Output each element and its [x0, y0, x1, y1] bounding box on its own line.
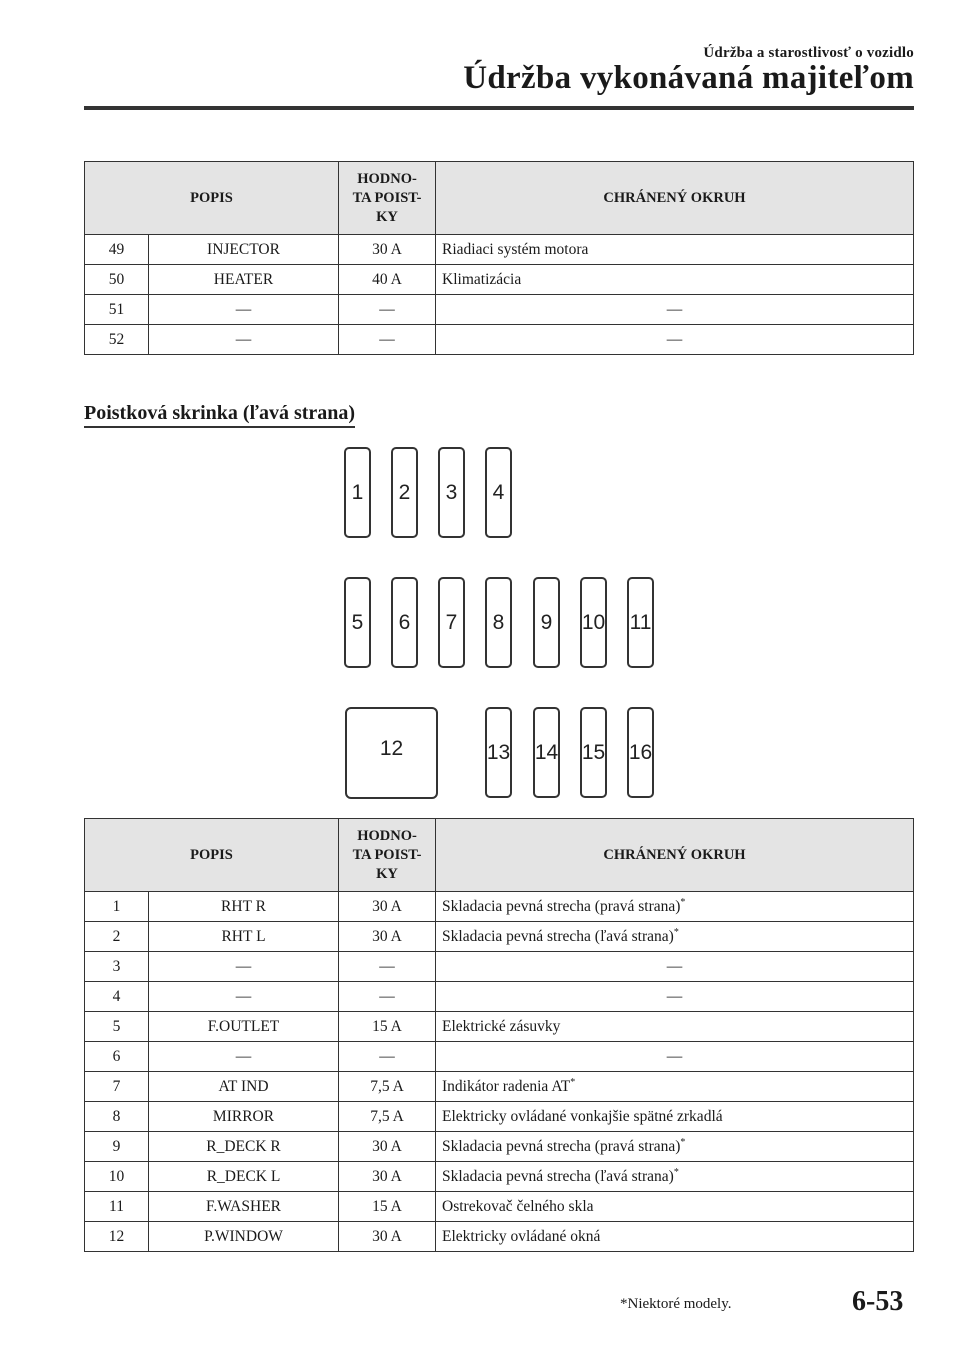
- fuse-label: 9: [540, 610, 553, 634]
- col-header-hodnota-2: TA POIST-: [352, 189, 422, 206]
- fuse-10: [580, 577, 607, 668]
- page-number: 6-53: [852, 1286, 904, 1317]
- cell-description: [149, 325, 339, 355]
- cell-circuit: [436, 295, 914, 325]
- col-header-popis: POPIS: [85, 819, 339, 892]
- cell-circuit-text: —: [666, 300, 683, 318]
- col-header-hodnota-1: HODNO-: [357, 170, 417, 187]
- cell-rating: [339, 325, 436, 355]
- cell-rating-text: —: [379, 330, 395, 348]
- page-title: Údržba vykonávaná majiteľom: [463, 60, 914, 96]
- cell-number: [85, 1132, 149, 1162]
- cell-circuit: [436, 1132, 914, 1162]
- cell-rating: [339, 1192, 436, 1222]
- table-row: [85, 1192, 914, 1222]
- table-header: [85, 819, 914, 892]
- cell-circuit: [436, 1162, 914, 1192]
- cell-number-text: 8: [112, 1107, 121, 1125]
- cell-rating: [339, 1162, 436, 1192]
- cell-description-text: RHT L: [221, 927, 266, 945]
- cell-number: [85, 325, 149, 355]
- cell-rating: [339, 922, 436, 952]
- cell-circuit: [436, 1192, 914, 1222]
- cell-description-text: F.OUTLET: [207, 1017, 280, 1035]
- header-rule: [84, 106, 914, 110]
- cell-rating: [339, 1222, 436, 1252]
- table-row: [85, 1042, 914, 1072]
- table-row: [85, 1132, 914, 1162]
- footnote-marker: *: [673, 926, 679, 938]
- cell-description: [149, 1102, 339, 1132]
- cell-number-text: 49: [108, 240, 125, 258]
- fuse-label: 3: [445, 480, 458, 504]
- cell-rating-text: 7,5 A: [370, 1107, 404, 1125]
- fuse-label: 11: [629, 610, 652, 634]
- cell-description-text: RHT R: [221, 897, 266, 915]
- cell-circuit: [436, 265, 914, 295]
- cell-description-text: R_DECK R: [206, 1137, 281, 1155]
- cell-description: [149, 1072, 339, 1102]
- col-header-hodnota-3: KY: [376, 208, 398, 225]
- fuse-label: 6: [398, 610, 411, 634]
- cell-rating: [339, 1072, 436, 1102]
- cell-circuit: [436, 1102, 914, 1132]
- cell-rating-text: 7,5 A: [370, 1077, 404, 1095]
- cell-circuit-text: Elektricky ovládané okná: [442, 1227, 601, 1245]
- footnote-marker: *: [570, 1076, 576, 1088]
- cell-number: [85, 922, 149, 952]
- col-header-hodnota-3: KY: [376, 865, 398, 882]
- cell-description-text: R_DECK L: [206, 1167, 281, 1185]
- cell-circuit: [436, 1072, 914, 1102]
- table-row: [85, 1072, 914, 1102]
- col-header-okruh: CHRÁNENÝ OKRUH: [436, 819, 914, 892]
- table-row: [85, 265, 914, 295]
- cell-description: [149, 295, 339, 325]
- cell-rating: [339, 235, 436, 265]
- cell-description: [149, 892, 339, 922]
- cell-description-text: F.WASHER: [206, 1197, 281, 1215]
- cell-number: [85, 1222, 149, 1252]
- table-row: [85, 325, 914, 355]
- fuse-15: [580, 707, 607, 798]
- fuse-label: 10: [581, 610, 606, 634]
- cell-description-text: HEATER: [213, 270, 274, 288]
- fuse-table-top: [84, 161, 914, 355]
- footnote: *Niektoré modely.: [620, 1296, 732, 1312]
- fuse-label: 13: [486, 740, 511, 764]
- cell-description-text: —: [235, 1047, 252, 1065]
- fuse-label: 8: [492, 610, 505, 634]
- table-row: [85, 235, 914, 265]
- cell-rating: [339, 295, 436, 325]
- cell-circuit-text: Skladacia pevná strecha (pravá strana): [442, 897, 681, 915]
- footnote-marker: *: [680, 896, 686, 908]
- cell-number: [85, 235, 149, 265]
- fuse-12: [345, 707, 438, 799]
- cell-number-text: 3: [112, 957, 121, 975]
- cell-description: [149, 982, 339, 1012]
- fuse-6: [391, 577, 418, 668]
- cell-number: [85, 1192, 149, 1222]
- cell-rating-text: 15 A: [372, 1197, 402, 1215]
- cell-description-text: MIRROR: [212, 1107, 275, 1125]
- fuse-16: [627, 707, 654, 798]
- cell-description-text: AT IND: [218, 1077, 269, 1095]
- cell-rating-text: —: [379, 957, 395, 975]
- fuse-3: [438, 447, 465, 538]
- cell-rating: [339, 892, 436, 922]
- cell-description: [149, 1162, 339, 1192]
- cell-circuit: [436, 1012, 914, 1042]
- cell-rating: [339, 1102, 436, 1132]
- cell-description-text: —: [235, 330, 252, 348]
- cell-rating: [339, 982, 436, 1012]
- cell-circuit-text: Skladacia pevná strecha (pravá strana): [442, 1137, 681, 1155]
- cell-number: [85, 1012, 149, 1042]
- cell-description: [149, 1222, 339, 1252]
- cell-circuit: [436, 1222, 914, 1252]
- cell-number: [85, 982, 149, 1012]
- cell-number: [85, 1042, 149, 1072]
- cell-number-text: 5: [112, 1017, 121, 1035]
- table-row: [85, 1102, 914, 1132]
- cell-number-text: 2: [112, 927, 121, 945]
- cell-circuit-text: Indikátor radenia AT: [442, 1077, 571, 1095]
- fuse-2: [391, 447, 418, 538]
- table-body: [85, 235, 914, 355]
- col-header-popis: POPIS: [85, 162, 339, 235]
- cell-description-text: P.WINDOW: [204, 1227, 283, 1245]
- table-header: [85, 162, 914, 235]
- table-row: [85, 982, 914, 1012]
- footnote-marker: *: [673, 1166, 679, 1178]
- cell-circuit-text: Skladacia pevná strecha (ľavá strana): [442, 927, 674, 945]
- fuse-7: [438, 577, 465, 668]
- cell-circuit-text: —: [666, 1047, 683, 1065]
- fuse-label: 7: [445, 610, 458, 634]
- cell-rating: [339, 1012, 436, 1042]
- cell-rating-text: —: [379, 987, 395, 1005]
- cell-circuit: [436, 325, 914, 355]
- cell-number: [85, 1102, 149, 1132]
- cell-circuit-text: Riadiaci systém motora: [442, 240, 589, 258]
- fuse-9: [533, 577, 560, 668]
- fuse-label: 2: [398, 480, 411, 504]
- table-row: [85, 922, 914, 952]
- cell-rating: [339, 1132, 436, 1162]
- fuse-label: 16: [628, 740, 653, 764]
- fuse-4: [485, 447, 512, 538]
- cell-circuit: [436, 892, 914, 922]
- cell-number-text: 9: [112, 1137, 121, 1155]
- fuse-11: [627, 577, 654, 668]
- col-header-hodnota: [339, 819, 436, 892]
- col-header-hodnota-1: HODNO-: [357, 827, 417, 844]
- cell-rating: [339, 1042, 436, 1072]
- cell-circuit-text: —: [666, 957, 683, 975]
- cell-rating-text: 15 A: [372, 1017, 402, 1035]
- table-row: [85, 952, 914, 982]
- cell-number-text: 6: [112, 1047, 121, 1065]
- cell-number-text: 12: [108, 1227, 125, 1245]
- cell-number-text: 11: [109, 1197, 124, 1215]
- cell-rating-text: 30 A: [372, 1227, 402, 1245]
- col-header-okruh: CHRÁNENÝ OKRUH: [436, 162, 914, 235]
- cell-description: [149, 235, 339, 265]
- fuse-label: 5: [351, 610, 364, 634]
- cell-description: [149, 922, 339, 952]
- cell-number: [85, 1072, 149, 1102]
- cell-circuit-text: —: [666, 330, 683, 348]
- cell-rating-text: 30 A: [372, 1137, 402, 1155]
- cell-number-text: 7: [112, 1077, 121, 1095]
- cell-circuit: [436, 952, 914, 982]
- table-body: [85, 892, 914, 1252]
- cell-number: [85, 952, 149, 982]
- cell-circuit-text: Skladacia pevná strecha (ľavá strana): [442, 1167, 674, 1185]
- cell-circuit-text: —: [666, 987, 683, 1005]
- section-header: Údržba a starostlivosť o vozidlo: [703, 45, 914, 61]
- cell-number: [85, 265, 149, 295]
- cell-circuit-text: Ostrekovač čelného skla: [442, 1197, 594, 1215]
- cell-number-text: 4: [112, 987, 121, 1005]
- cell-description: [149, 1192, 339, 1222]
- cell-circuit: [436, 235, 914, 265]
- cell-description-text: —: [235, 300, 252, 318]
- cell-description: [149, 952, 339, 982]
- cell-circuit-text: Klimatizácia: [442, 270, 522, 288]
- cell-number: [85, 295, 149, 325]
- table-row: [85, 1222, 914, 1252]
- cell-number-text: 50: [108, 270, 125, 288]
- fuse-label: 12: [379, 737, 404, 760]
- cell-number: [85, 892, 149, 922]
- cell-circuit: [436, 1042, 914, 1072]
- fuse-8: [485, 577, 512, 668]
- fuse-5: [344, 577, 371, 668]
- cell-circuit: [436, 982, 914, 1012]
- cell-description-text: INJECTOR: [207, 240, 280, 258]
- table-row: [85, 1012, 914, 1042]
- table-row: [85, 892, 914, 922]
- cell-rating-text: 40 A: [372, 270, 402, 288]
- cell-rating-text: —: [379, 1047, 395, 1065]
- cell-rating-text: 30 A: [372, 927, 402, 945]
- fuse-13: [485, 707, 512, 798]
- fuse-1: [344, 447, 371, 538]
- cell-number-text: 51: [108, 300, 125, 318]
- cell-description: [149, 1012, 339, 1042]
- fuse-14: [533, 707, 560, 798]
- fuse-table-left: [84, 818, 914, 1252]
- cell-number-text: 10: [108, 1167, 125, 1185]
- cell-rating: [339, 265, 436, 295]
- cell-description-text: —: [235, 987, 252, 1005]
- cell-number-text: 1: [112, 897, 121, 915]
- cell-description-text: —: [235, 957, 252, 975]
- cell-rating-text: —: [379, 300, 395, 318]
- footnote-marker: *: [680, 1136, 686, 1148]
- cell-circuit-text: Elektrické zásuvky: [442, 1017, 561, 1035]
- fuse-label: 1: [351, 480, 364, 504]
- section-title: Poistková skrinka (ľavá strana): [84, 402, 355, 428]
- col-header-hodnota: [339, 162, 436, 235]
- cell-rating-text: 30 A: [372, 897, 402, 915]
- fuse-label: 15: [581, 740, 606, 764]
- fuse-label: 14: [534, 740, 559, 764]
- cell-rating: [339, 952, 436, 982]
- cell-circuit: [436, 922, 914, 952]
- cell-number: [85, 1162, 149, 1192]
- table-row: [85, 1162, 914, 1192]
- col-header-hodnota-2: TA POIST-: [352, 846, 422, 863]
- cell-circuit-text: Elektricky ovládané vonkajšie spätné zrkadlá: [442, 1107, 723, 1125]
- cell-description: [149, 265, 339, 295]
- cell-description: [149, 1132, 339, 1162]
- cell-rating-text: 30 A: [372, 1167, 402, 1185]
- fuse-label: 4: [492, 480, 505, 504]
- cell-number-text: 52: [108, 330, 125, 348]
- cell-description: [149, 1042, 339, 1072]
- table-row: [85, 295, 914, 325]
- cell-rating-text: 30 A: [372, 240, 402, 258]
